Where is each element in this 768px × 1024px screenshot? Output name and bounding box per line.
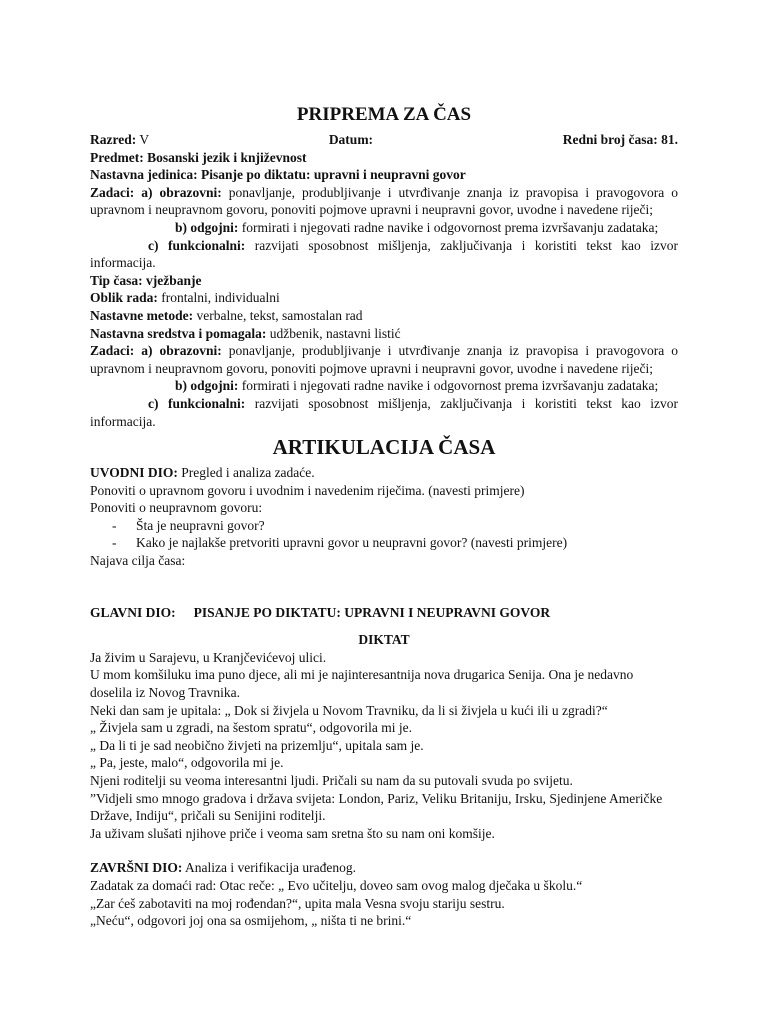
najava-line: Najava cilja časa: [90,553,186,569]
diktat-text [90,649,678,843]
uvodni-bullet-text: Kako je najlakše pretvoriti upravni govor u neupravni govor? (navesti primjere) [136,535,568,551]
bullet-dash: - [112,517,117,533]
diktat-line: „ Pa, jeste, malo“, odgovorila mi je. [90,755,284,771]
header-row [90,131,678,149]
zadaci-a-label: Zadaci: a) obrazovni: [90,184,222,200]
uvodni-bullet [90,517,678,535]
diktat-line: ”Vidjeli smo mnogo gradova i država svijeta: London, Pariz, Veliku Britaniju, Irsku, Sjedinjene Američke Države, Indiju“, pričali su Senijini roditelji. [90,790,663,824]
uvodni-label: UVODNI DIO: [90,465,178,481]
redni-broj-label: Redni broj časa: 81. [562,132,678,147]
sredstva-label: Nastavna sredstva i pomagala: [90,325,267,341]
zadaci-c-text: razvijati sposobnost mišljenja, zaključivanja i koristiti tekst kao izvor informacija. [90,237,678,271]
zadaci-c-label: c) funkcionalni: [148,237,246,253]
diktat-line: U mom komšiluku ima puno djece, ali mi je najinteresantnija nova drugarica Senija. Ona je nedavno doselila iz Novog Travnika. [90,667,634,701]
uvodni-line3: Ponoviti o neupravnom govoru: [90,500,263,516]
diktat-heading: DIKTAT [358,632,410,648]
tip-casa-line [90,272,678,290]
lesson-plan-document [90,104,678,930]
zadaci2-b-label: b) odgojni: [175,378,239,394]
metode-value: verbalne, tekst, samostalan rad [196,307,363,323]
razred-field [90,131,149,149]
zavrsni-line [90,859,678,877]
zavrsni-text-line: „Neću“, odgovori joj ona sa osmijehom, „ ništa ti ne brini.“ [90,913,412,929]
diktat-line: „ Živjela sam u zgradi, na šestom spratu“, odgovorila mi je. [90,720,413,736]
uvodni-value: Pregled i analiza zadaće. [181,465,315,481]
datum-field [329,131,373,149]
predmet-label: Predmet: [90,149,144,165]
zadaci2-funkcionalni [90,395,678,430]
zadaci2-c-text: razvijati sposobnost mišljenja, zaključivanja i koristiti tekst kao izvor informacija. [90,395,678,429]
jedinica-line [90,166,678,184]
uvodni-line2: Ponoviti o upravnom govoru i uvodnim i navedenim riječima. (navesti primjere) [90,482,525,498]
zadaci-odgojni [90,219,678,237]
redni-broj-field [563,131,678,149]
zavrsni-text-line: „Zar ćeš zabotaviti na moj rođendan?“, upita mala Vesna svoju stariju sestru. [90,895,505,911]
diktat-line: Ja uživam slušati njihove priče i veoma sam sretna što su nam oni komšije. [90,825,495,841]
zadaci-obrazovni [90,184,678,219]
predmet-line [90,149,678,167]
datum-label: Datum: [328,132,374,147]
uvodni-bullet-text: Šta je neupravni govor? [136,517,265,533]
uvodni-bullet [90,534,678,552]
jedinica-label: Nastavna jedinica: [90,167,198,183]
glavni-label: GLAVNI DIO: [90,604,176,620]
metode-label: Nastavne metode: [90,307,194,323]
zadaci-b-text: formirati i njegovati radne navike i odgovornost prema izvršavanju zadataka; [241,219,659,235]
zadaci-b-label: b) odgojni: [175,219,239,235]
zavrsni-text-line: Zadatak za domaći rad: Otac reče: „ Evo učitelju, doveo sam ovog malog dječaka u školu.“ [90,877,583,893]
uvodni-line [90,464,678,482]
razred-label: Razred: [90,132,137,147]
sredstva-line [90,325,678,343]
bullet-dash: - [112,535,117,551]
zadaci2-obrazovni [90,342,678,377]
artikulacija-heading: ARTIKULACIJA ČASA [272,435,496,460]
sredstva-value: udžbenik, nastavni listić [269,325,401,341]
zadaci-funkcionalni [90,237,678,272]
zadaci2-a-text: ponavljanje, produbljivanje i utvrđivanje znanja iz pravopisa i pravogovora o upravnom i neupravnom govoru, ponoviti pojmove upravni i neupravni govor, uvodne i navedene riječi; [90,343,678,376]
diktat-line: Ja živim u Sarajevu, u Kranjčevićevoj ulici. [90,649,327,665]
zavrsni-value: Analiza i verifikacija urađenog. [185,860,356,876]
diktat-line: Neki dan sam je upitala: „ Dok si živjela u Novom Travniku, da li si živjela u kući ili u zgradi?“ [90,702,608,718]
zadaci-a-text: ponavljanje, produbljivanje i utvrđivanje znanja iz pravopisa i pravogovora o upravnom i neupravnom govoru, ponoviti pojmove upravni i neupravni govor, uvodne i navedene riječi; [90,184,678,218]
diktat-line: Njeni roditelji su veoma interesantni ljudi. Pričali su nam da su putovali svuda po svijetu. [90,773,573,788]
zadaci2-a-label: Zadaci: a) obrazovni: [90,343,222,359]
zadaci2-odgojni [90,377,678,395]
document-title: PRIPREMA ZA ČAS [296,104,472,125]
oblik-rada-label: Oblik rada: [90,290,158,306]
tip-casa-label: Tip časa: vježbanje [90,272,202,288]
oblik-rada-line [90,289,678,307]
razred-value: V [139,132,150,147]
jedinica-value: Pisanje po diktatu: upravni i neupravni govor [201,167,466,183]
diktat-line: „ Da li ti je sad neobično živjeti na prizemlju“, upitala sam je. [90,737,424,753]
zadaci2-c-label: c) funkcionalni: [148,395,246,411]
zadaci2-b-text: formirati i njegovati radne navike i odgovornost prema izvršavanju zadataka; [241,378,659,394]
glavni-value: PISANJE PO DIKTATU: UPRAVNI I NEUPRAVNI GOVOR [193,604,551,620]
predmet-value: Bosanski jezik i književnost [147,149,307,165]
metode-line [90,307,678,325]
glavni-line [90,604,678,622]
oblik-rada-value: frontalni, individualni [161,290,280,306]
zavrsni-label: ZAVRŠNI DIO: [90,860,183,876]
